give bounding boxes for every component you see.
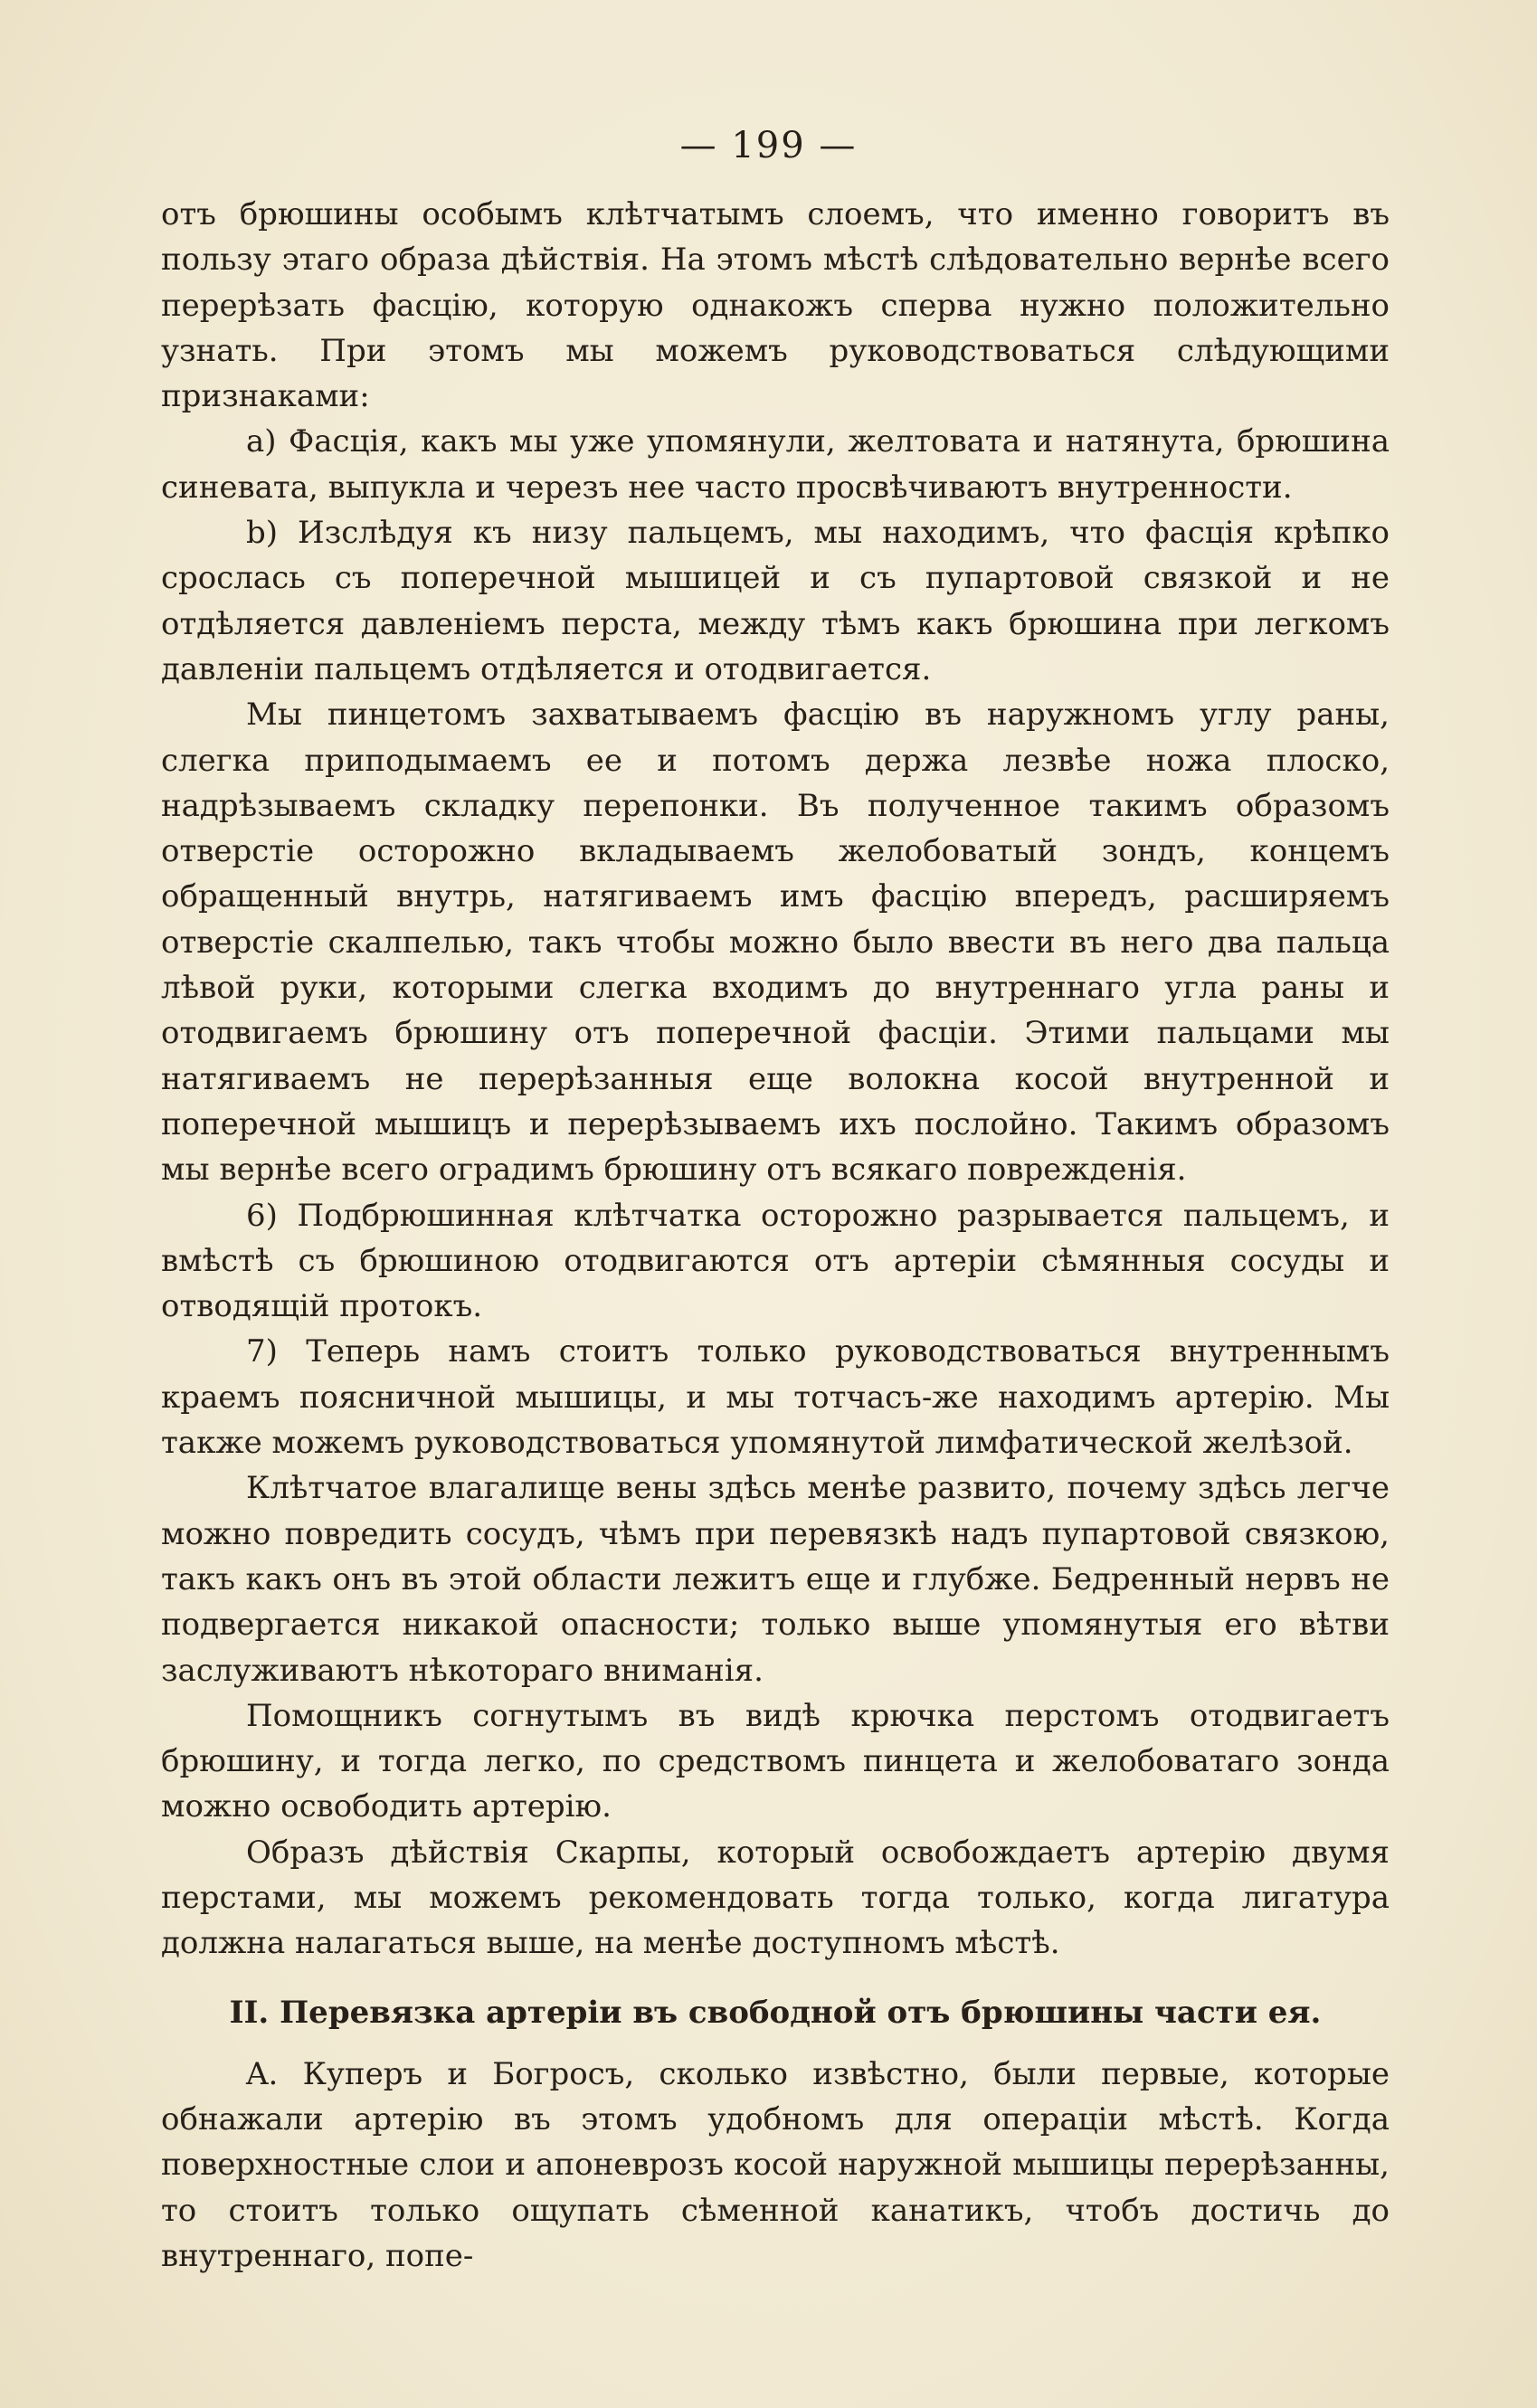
paragraph: Клѣтчатое влагалище вены здѣсь менѣе развито, почему здѣсь легче можно повредить сосудъ, чѣмъ при перевязкѣ надъ пупартовой связкою, такъ какъ онъ въ этой области лежитъ еще и глубже. Бедренный нервъ не подвергается никакой опасности; только выше упомянутыя его вѣтви заслуживаютъ нѣкотораго вниманія. [161, 1470, 1390, 1689]
page-number: — 199 — [679, 125, 858, 166]
paragraph: a) Фасція, какъ мы уже упомянули, желтовата и натянута, брюшина синевата, выпукла и черезъ нее часто просвѣчиваютъ внутренности. [161, 423, 1390, 506]
paragraph: Образъ дѣйствія Скарпы, который освобождаетъ артерію двумя перстами, мы можемъ рекомендовать тогда только, когда лигатура должна налагаться выше, на менѣе доступномъ мѣстѣ. [161, 1834, 1390, 1962]
body-text [161, 192, 1390, 2279]
paragraph: b) Изслѣдуя къ низу пальцемъ, мы находимъ, что фасція крѣпко срослась съ поперечной мышицей и съ пупартовой связкой и не отдѣляется давленіемъ перста, между тѣмъ какъ брюшина при легкомъ давленіи пальцемъ отдѣляется и отодвигается. [161, 515, 1390, 687]
paragraph: отъ брюшины особымъ клѣтчатымъ слоемъ, что именно говоритъ въ пользу этаго образа дѣйствія. На этомъ мѣстѣ слѣдовательно вернѣе всего перерѣзать фасцію, которую однакожъ сперва нужно положительно узнать. При этомъ мы можемъ руководствоваться слѣдующими признаками: [161, 196, 1390, 415]
paragraph: 6) Подбрюшинная клѣтчатка осторожно разрывается пальцемъ, и вмѣстѣ съ брюшиною отодвигаются отъ артеріи сѣмянныя сосуды и отводящій протокъ. [161, 1197, 1390, 1325]
paragraph: 7) Теперь намъ стоитъ только руководствоваться внутреннымъ краемъ поясничной мышицы, и мы тотчасъ-же находимъ артерію. Мы также можемъ руководствоваться упомянутой лимфатической желѣзой. [161, 1333, 1390, 1462]
section-heading: II. Перевязка артеріи въ свободной отъ брюшины части ея. [229, 1994, 1322, 2031]
paragraph: Помощникъ согнутымъ въ видѣ крючка перстомъ отодвигаетъ брюшину, и тогда легко, по средствомъ пинцета и желобоватаго зонда можно освободить артерію. [161, 1697, 1390, 1825]
paragraph: A. Куперъ и Богросъ, сколько извѣстно, были первые, которые обнажали артерію въ этомъ удобномъ для операціи мѣстѣ. Когда поверхностные слои и апоневрозъ косой наружной мышицы перерѣзанны, то стоитъ только ощупать сѣменной канатикъ, чтобъ достичь до внутреннаго, попе- [161, 2055, 1390, 2275]
paragraph: Мы пинцетомъ захватываемъ фасцію въ наружномъ углу раны, слегка приподымаемъ ее и потомъ держа лезвѣе ножа плоско, надрѣзываемъ складку перепонки. Въ полученное такимъ образомъ отверстіе осторожно вкладываемъ желобоватый зондъ, концемъ обращенный внутрь, натягиваемъ имъ фасцію впередъ, расширяемъ отверстіе скалпелью, такъ чтобы можно было ввести въ него два пальца лѣвой руки, которыми слегка входимъ до внутреннаго угла раны и отодвигаемъ брюшину отъ поперечной фасціи. Этими пальцами мы натягиваемъ не перерѣзанныя еще волокна косой внутренной и поперечной мышицъ и перерѣзываемъ ихъ послойно. Такимъ образомъ мы вернѣе всего оградимъ брюшину отъ всякаго поврежденія. [161, 697, 1390, 1189]
